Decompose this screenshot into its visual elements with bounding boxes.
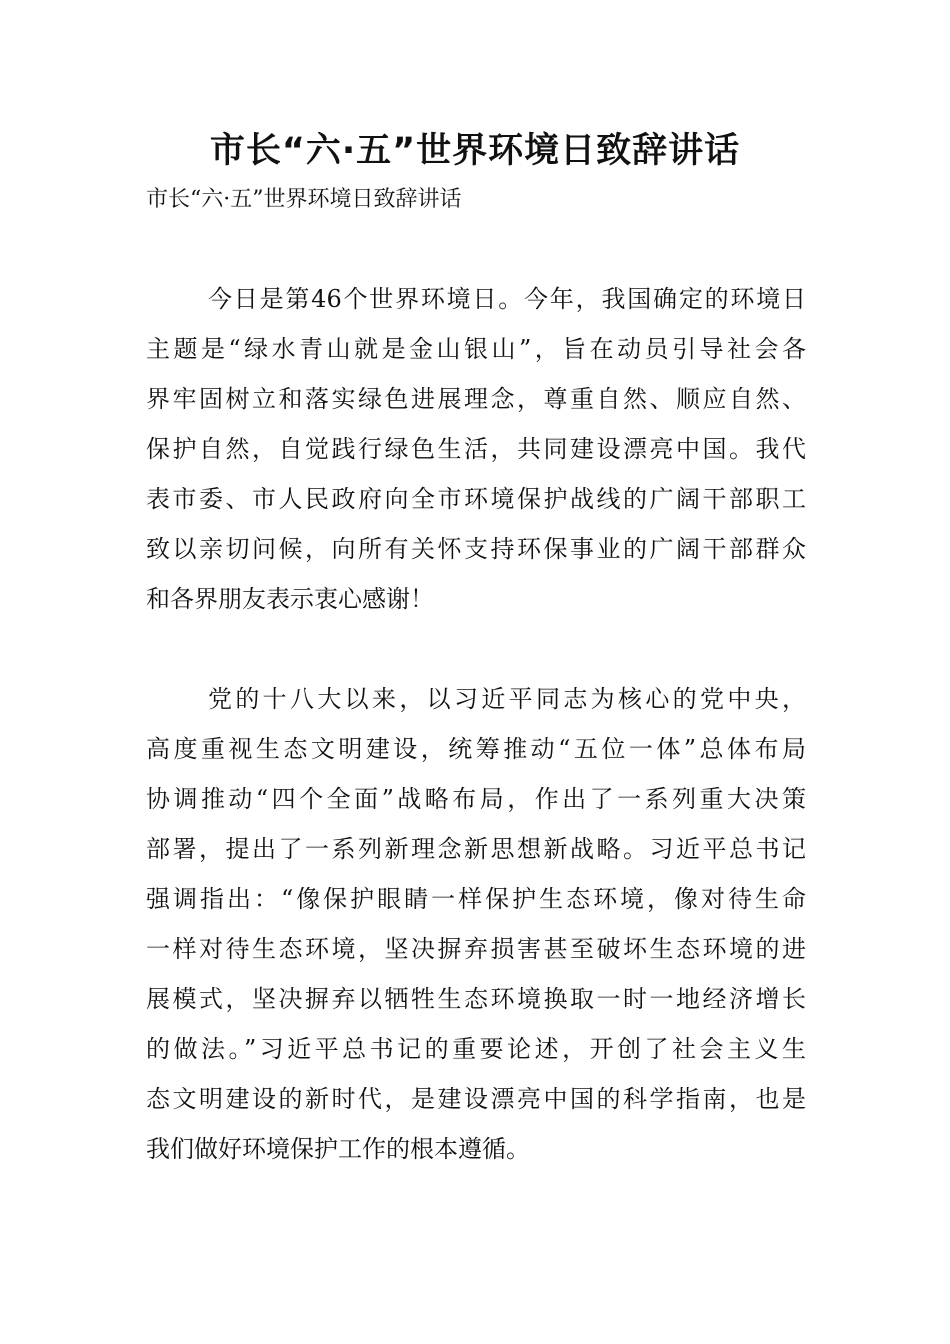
paragraph-line: 表市委、市人民政府向全市环境保护战线的广阔干部职工 (146, 485, 806, 513)
paragraph-line: 展模式，坚决摒弃以牺牲生态环境换取一时一地经济增长 (146, 985, 806, 1013)
paragraph-line: 今日是第46个世界环境日。今年，我国确定的环境日 (208, 285, 806, 313)
paragraph-line: 一样对待生态环境，坚决摒弃损害甚至破坏生态环境的进 (146, 935, 806, 963)
paragraph-line: 态文明建设的新时代，是建设漂亮中国的科学指南，也是 (146, 1085, 806, 1113)
paragraph-line: 党的十八大以来，以习近平同志为核心的党中央， (208, 685, 806, 713)
paragraph-2 (146, 674, 806, 1174)
paragraph-line: 的做法。”习近平总书记的重要论述，开创了社会主义生 (146, 1035, 806, 1063)
paragraph-line: 界牢固树立和落实绿色进展理念，尊重自然、顺应自然、 (146, 385, 806, 413)
paragraph-line: 致以亲切问候，向所有关怀支持环保事业的广阔干部群众 (146, 535, 806, 563)
paragraph-line: 强调指出：“像保护眼睛一样保护生态环境，像对待生命 (146, 885, 806, 913)
paragraph-line: 协调推动“四个全面”战略布局，作出了一系列重大决策 (146, 785, 806, 813)
paragraph-line: 我们做好环境保护工作的根本遵循。 (146, 1135, 530, 1163)
paragraph-line: 保护自然，自觉践行绿色生活，共同建设漂亮中国。我代 (146, 435, 806, 463)
paragraph-line: 高度重视生态文明建设，统筹推动“五位一体”总体布局 (146, 735, 806, 763)
paragraph-1 (146, 274, 806, 624)
document-subtitle: 市长“六·五”世界环境日致辞讲话 (146, 187, 462, 212)
paragraph-line: 部署，提出了一系列新理念新思想新战略。习近平总书记 (146, 835, 806, 863)
paragraph-line: 主题是“绿水青山就是金山银山”，旨在动员引导社会各 (146, 335, 806, 363)
document-title: 市长“六·五”世界环境日致辞讲话 (209, 131, 741, 171)
paragraph-line: 和各界朋友表示衷心感谢！ (146, 585, 434, 613)
